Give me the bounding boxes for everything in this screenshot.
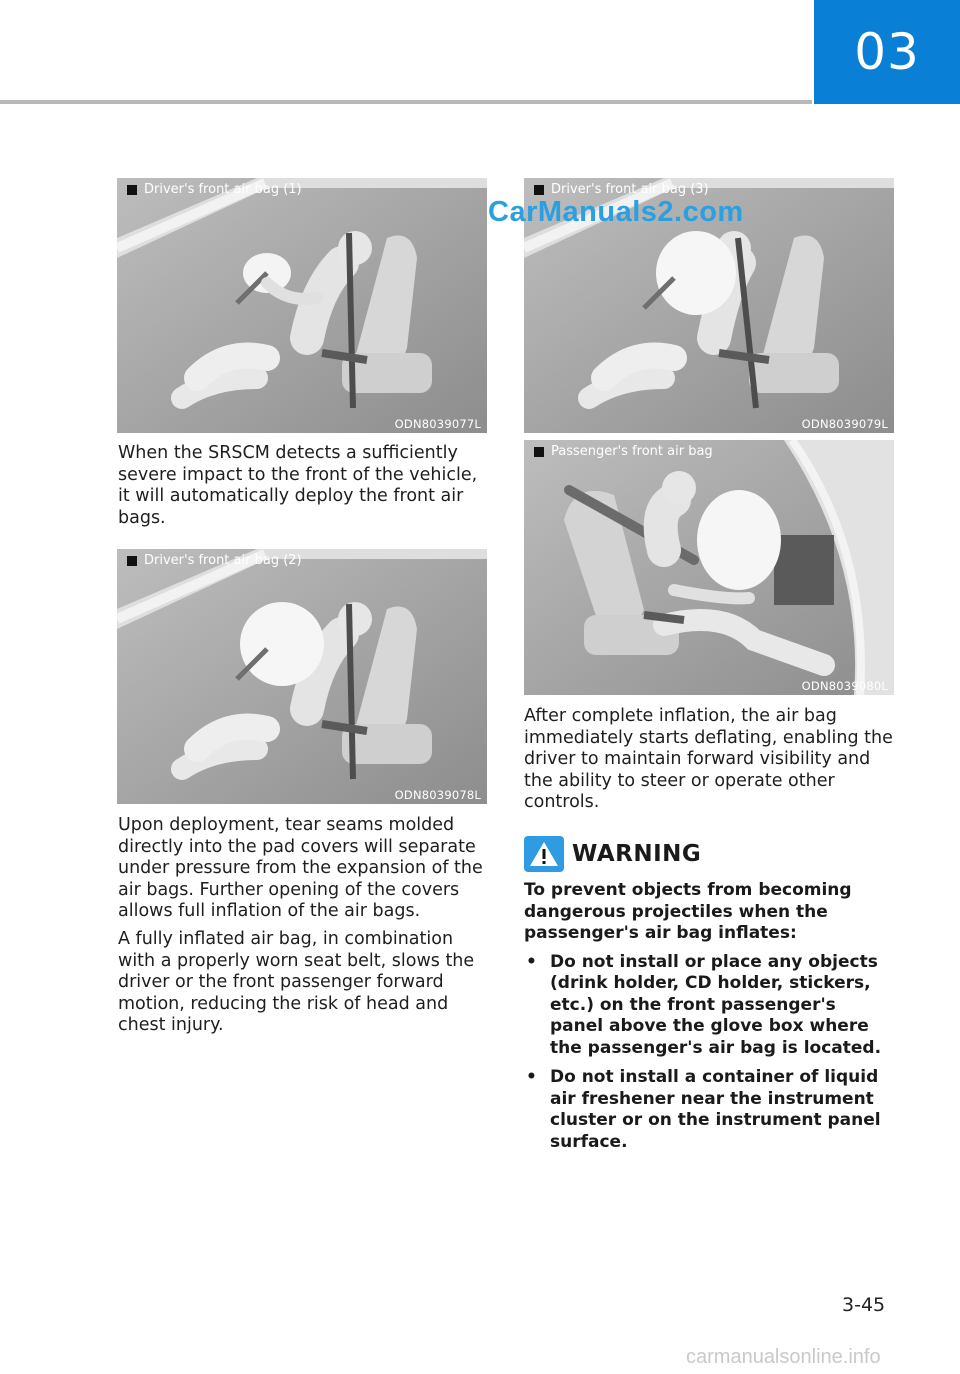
warning-title: WARNING: [572, 841, 702, 867]
bullet-dot: •: [526, 951, 537, 972]
caption-square-icon: [534, 185, 544, 195]
figure-caption: [127, 553, 302, 568]
warning-body: [524, 880, 884, 1161]
caption-square-icon: [534, 447, 544, 457]
caption-square-icon: [127, 556, 137, 566]
paragraph-tear-seams: Upon deployment, tear seams molded directly into the pad covers will separate under pressure from the expansion of the air bags. Further opening of the covers allows full inflation of the air bags.: [118, 815, 483, 921]
warning-list: [524, 952, 884, 1154]
figure-caption-text: Driver's front air bag (1): [144, 182, 302, 197]
warning-bullet: [524, 1067, 884, 1153]
warning-intro: To prevent objects from becoming dangerous projectiles when the passenger's air bag inflates:: [524, 880, 852, 943]
illustration-driver-airbag-2: [117, 549, 487, 804]
figure-caption: [534, 182, 709, 197]
warning-header: [524, 836, 701, 872]
warning-bullet: [524, 952, 884, 1060]
illustration-passenger-airbag: [524, 440, 894, 695]
warning-bullet-text: Do not install or place any objects (drink holder, CD holder, stickers, etc.) on the front passenger's panel above the glove box where the passenger's air bag is located.: [550, 951, 882, 1058]
caption-square-icon: [127, 185, 137, 195]
figure-code: ODN8039080L: [801, 679, 888, 693]
chapter-number: 03: [854, 23, 920, 81]
paragraph-deploy: When the SRSCM detects a sufficiently severe impact to the front of the vehicle, it will automatically deploy the front air bags.: [118, 443, 478, 528]
figure-driver-airbag-2: [117, 549, 487, 804]
figure-caption-text: Driver's front air bag (2): [144, 553, 302, 568]
warning-bullet-text: Do not install a container of liquid air freshener near the instrument cluster or on the instrument panel surface.: [550, 1067, 881, 1152]
header-rule: [0, 100, 812, 104]
figure-caption: [534, 444, 713, 459]
paragraph-deflating: After complete inflation, the air bag immediately starts deflating, enabling the driver to maintain forward visibility and the ability to steer or operate other controls.: [524, 706, 893, 812]
figure-code: ODN8039079L: [801, 417, 888, 431]
watermark-bottom: carmanualsonline.info: [686, 1346, 881, 1368]
illustration-driver-airbag-1: [117, 178, 487, 433]
figure-code: ODN8039078L: [394, 788, 481, 802]
warning-triangle-icon: [524, 836, 564, 872]
chapter-tab: [814, 0, 960, 104]
paragraph-seat-belt: A fully inflated air bag, in combination with a properly worn seat belt, slows the driver or the front passenger forward motion, reducing the risk of head and chest injury.: [118, 929, 475, 1035]
page-number: 3-45: [842, 1294, 886, 1316]
watermark-top: CarManuals2.com: [488, 196, 744, 228]
figure-caption: [127, 182, 302, 197]
bullet-dot: •: [526, 1067, 537, 1087]
figure-caption-text: Passenger's front air bag: [551, 444, 713, 459]
figure-caption-text: Driver's front air bag (3): [551, 182, 709, 197]
figure-passenger-airbag: [524, 440, 894, 695]
figure-code: ODN8039077L: [394, 417, 481, 431]
figure-driver-airbag-1: [117, 178, 487, 433]
